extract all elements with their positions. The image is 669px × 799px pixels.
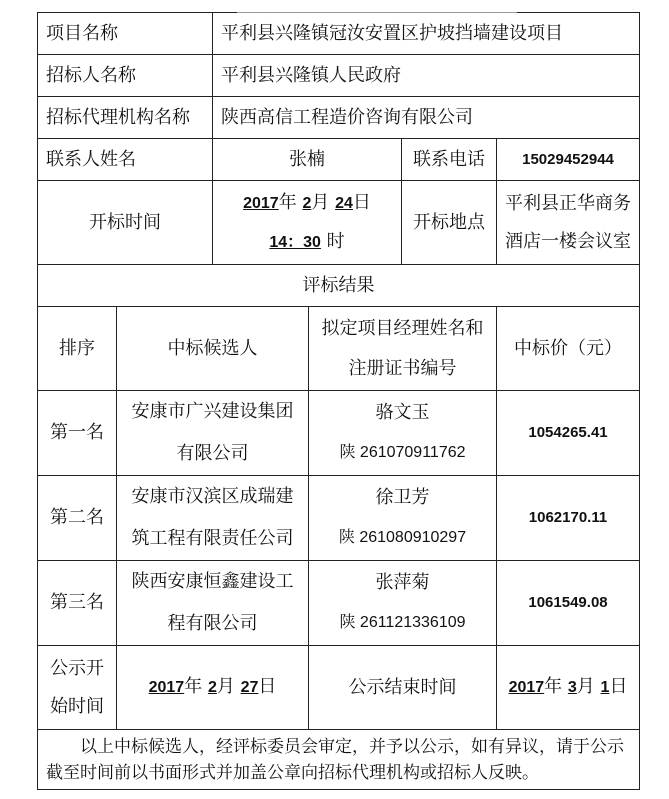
manager-cert: 陕 261121336109 [339,614,466,631]
header-candidate: 中标候选人 [117,307,309,391]
row-contact [38,139,640,181]
rank-cell: 第二名 [38,476,117,561]
opening-place-value: 平利县正华商务酒店一楼会议室 [497,181,640,265]
project-name-label: 项目名称 [38,13,213,55]
unit-month: 月 [576,676,595,697]
phone-label: 联系电话 [402,139,497,181]
tenderer-label: 招标人名称 [38,55,213,97]
manager-name: 张萍菊 [375,572,430,593]
agency-value: 陕西高信工程造价咨询有限公司 [213,97,640,139]
unit-hour: 时 [326,230,345,252]
project-name-value: 平利县兴隆镇冠汝安置区护坡挡墙建设项目 [213,13,640,55]
price-cell: 1054265.41 [497,391,640,476]
unit-year: 年 [184,676,203,697]
opening-time-value [213,181,402,265]
header-rank: 排序 [38,307,117,391]
company-cell: 安康市汉滨区成瑞建筑工程有限责任公司 [117,476,309,561]
rank-cell: 第三名 [38,561,117,646]
row-note [38,730,640,790]
table-row [38,561,640,646]
unit-day: 日 [352,191,371,213]
row-publicity [38,646,640,730]
unit-year: 年 [278,191,297,213]
unit-day: 日 [609,676,628,697]
publicity-end-label: 公示结束时间 [309,646,497,730]
manager-cell [309,561,497,646]
table-row [38,391,640,476]
manager-cert: 陕 261080910297 [338,529,467,546]
opening-day: 24 [335,194,353,212]
agency-label: 招标代理机构名称 [38,97,213,139]
bid-result-document [37,12,639,790]
manager-cert: 陕 261070911762 [339,444,466,461]
opening-year: 2017 [243,194,279,212]
price-cell: 1062170.11 [497,476,640,561]
publicity-note: 以上中标候选人，经评标委员会审定，并予以公示，如有异议，请于公示截至时间前以书面形式并加盖公章向招标代理机构或招标人反映。 [38,730,640,790]
manager-cell [309,391,497,476]
unit-month: 月 [311,191,330,213]
publicity-start-label: 公示开始时间 [38,646,117,730]
contact-label: 联系人姓名 [38,139,213,181]
opening-place-label: 开标地点 [402,181,497,265]
publicity-end-value [497,646,640,730]
header-price: 中标价（元） [497,307,640,391]
contact-value: 张楠 [213,139,402,181]
header-rule [237,9,517,13]
header-manager: 拟定项目经理姓名和注册证书编号 [309,307,497,391]
company-cell: 安康市广兴建设集团有限公司 [117,391,309,476]
tenderer-value: 平利县兴隆镇人民政府 [213,55,640,97]
rank-cell: 第一名 [38,391,117,476]
unit-day: 日 [258,676,277,697]
row-tenderer [38,55,640,97]
opening-hm: 14：30 [269,233,321,251]
row-agency [38,97,640,139]
start-month: 2 [207,679,217,696]
end-day: 1 [600,679,610,696]
phone-value: 15029452944 [497,139,640,181]
row-section-title [38,265,640,307]
manager-name: 徐卫芳 [375,487,430,508]
end-month: 3 [567,679,577,696]
end-year: 2017 [508,679,545,696]
row-headers [38,307,640,391]
unit-year: 年 [544,676,563,697]
unit-month: 月 [216,676,235,697]
row-project-name [38,13,640,55]
publicity-start-value [117,646,309,730]
company-cell: 陕西安康恒鑫建设工程有限公司 [117,561,309,646]
opening-time-label: 开标时间 [38,181,213,265]
opening-month: 2 [302,194,312,212]
section-title: 评标结果 [38,265,640,307]
start-year: 2017 [148,679,185,696]
price-cell: 1061549.08 [497,561,640,646]
row-opening [38,181,640,265]
manager-name: 骆文玉 [375,402,430,423]
manager-cell [309,476,497,561]
table-row [38,476,640,561]
bid-result-table [37,12,640,790]
start-day: 27 [240,679,259,696]
